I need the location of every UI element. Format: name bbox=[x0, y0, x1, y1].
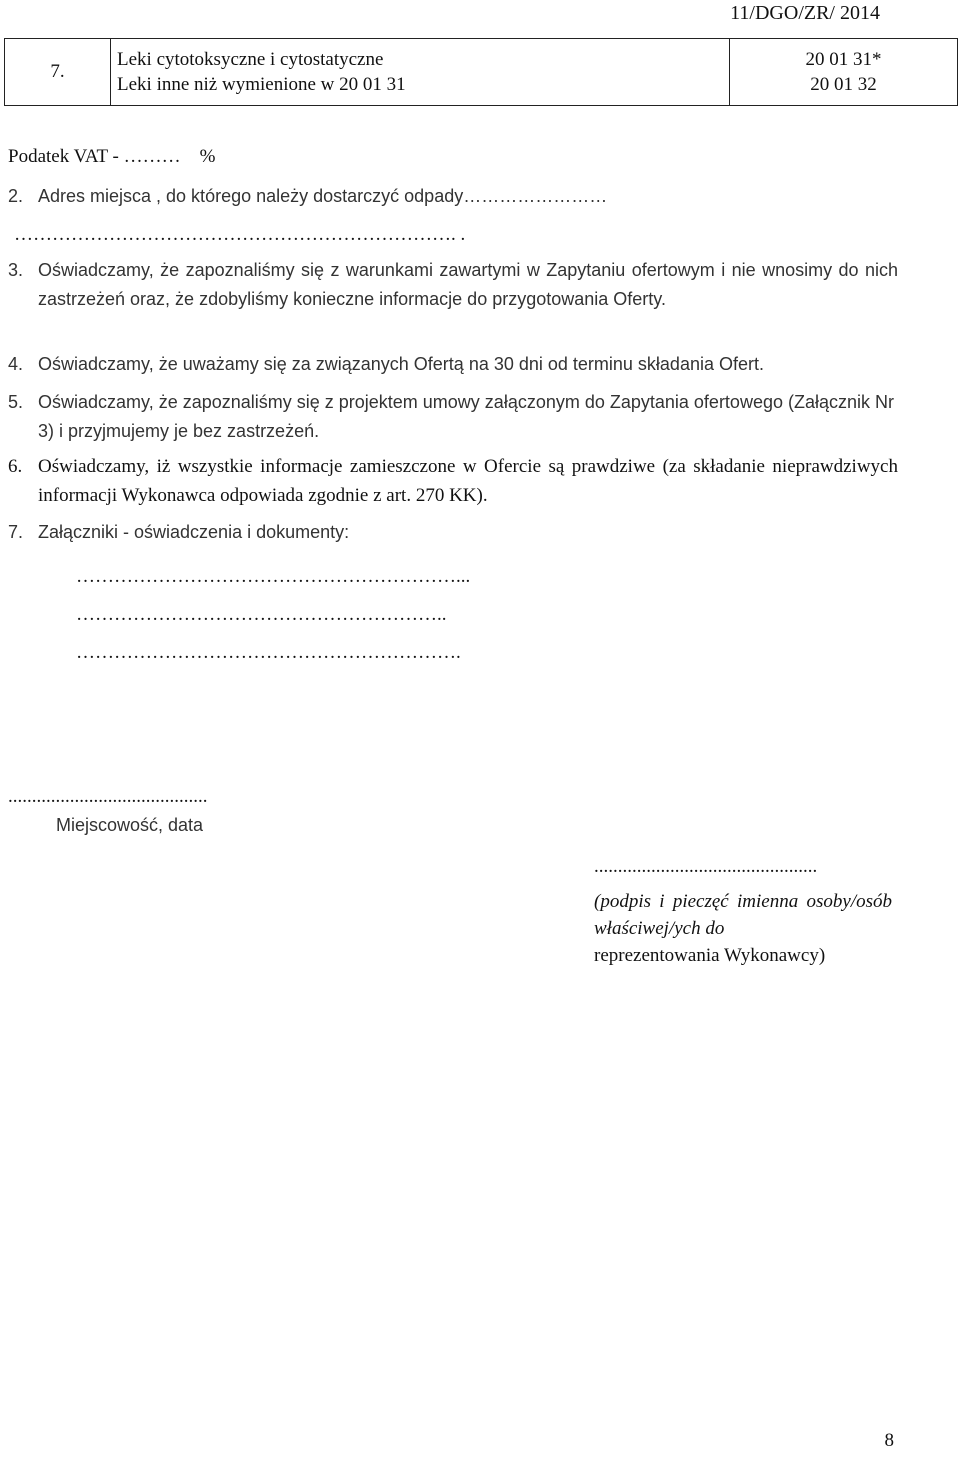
list-item bbox=[8, 388, 898, 446]
row-number: 7. bbox=[5, 39, 111, 106]
list-item bbox=[8, 518, 898, 547]
item-dots-line: ……………………………………………………………. . bbox=[14, 224, 466, 245]
waste-code: 20 01 31* bbox=[805, 49, 882, 70]
item-text: Oświadczamy, że uważamy się za związanych Ofertą na 30 dni od terminu składania Ofert. bbox=[38, 354, 764, 374]
signature-caption bbox=[594, 888, 892, 969]
waste-name: Leki inne niż wymienione w 20 01 31 bbox=[117, 74, 406, 95]
table-row bbox=[5, 39, 958, 106]
item-text: Oświadczamy, że zapoznaliśmy się z warunkami zawartymi w Zapytaniu ofertowym i nie wnosimy do nich zastrzeżeń oraz, że zdobyliśmy konieczne informacje do przygotowania Oferty. bbox=[38, 260, 898, 309]
vat-percent: % bbox=[199, 146, 216, 167]
waste-table bbox=[4, 38, 958, 106]
signature-dots: ............................................... bbox=[594, 856, 818, 877]
list-item bbox=[8, 350, 898, 379]
item-dots: …………………… bbox=[463, 186, 608, 206]
item-number: 2. bbox=[8, 186, 24, 206]
list-item bbox=[8, 256, 898, 314]
signature-italic: (podpis i pieczęć imienna osoby/osób właściwej/ych do bbox=[594, 891, 892, 939]
item-text: Załączniki - oświadczenia i dokumenty: bbox=[38, 522, 350, 542]
item-text: Oświadczamy, iż wszystkie informacje zamieszczone w Ofercie są prawdziwe (za składanie nieprawdziwych informacji Wykonawca odpowiada zgodnie z art. 270 KK). bbox=[38, 456, 898, 506]
item-text: Oświadczamy, że zapoznaliśmy się z projektem umowy załączonym do Zapytania ofertowego (Załącznik Nr 3) i przyjmujemy je bez zastrzeżeń. bbox=[38, 392, 894, 441]
waste-name: Leki cytotoksyczne i cytostatyczne bbox=[117, 49, 384, 70]
item-number: 6. bbox=[8, 456, 23, 477]
signature-plain: reprezentowania Wykonawcy) bbox=[594, 945, 826, 966]
waste-code: 20 01 32 bbox=[810, 74, 877, 95]
vat-dots: ……… bbox=[123, 146, 181, 167]
waste-codes bbox=[730, 39, 958, 106]
waste-names bbox=[111, 39, 730, 106]
page-number: 8 bbox=[884, 1430, 894, 1451]
document-reference: 11/DGO/ZR/ 2014 bbox=[730, 2, 880, 24]
vat-label: Podatek VAT - bbox=[8, 146, 119, 167]
attachment-line: ……………………………………………………. bbox=[76, 642, 461, 663]
item-number: 5. bbox=[8, 392, 24, 412]
item-number: 3. bbox=[8, 260, 24, 280]
place-date-dots: .......................................... bbox=[8, 786, 208, 807]
vat-line bbox=[8, 146, 215, 168]
list-item bbox=[8, 452, 898, 510]
attachment-line: ……………………………………………………... bbox=[76, 566, 471, 587]
item-number: 4. bbox=[8, 354, 24, 374]
item-text: Adres miejsca , do którego należy dostarczyć odpady bbox=[38, 186, 464, 206]
list-item bbox=[8, 182, 898, 211]
attachment-line: ………………………………………………….. bbox=[76, 604, 447, 625]
place-date-label: Miejscowość, data bbox=[56, 815, 204, 835]
item-number: 7. bbox=[8, 522, 24, 542]
